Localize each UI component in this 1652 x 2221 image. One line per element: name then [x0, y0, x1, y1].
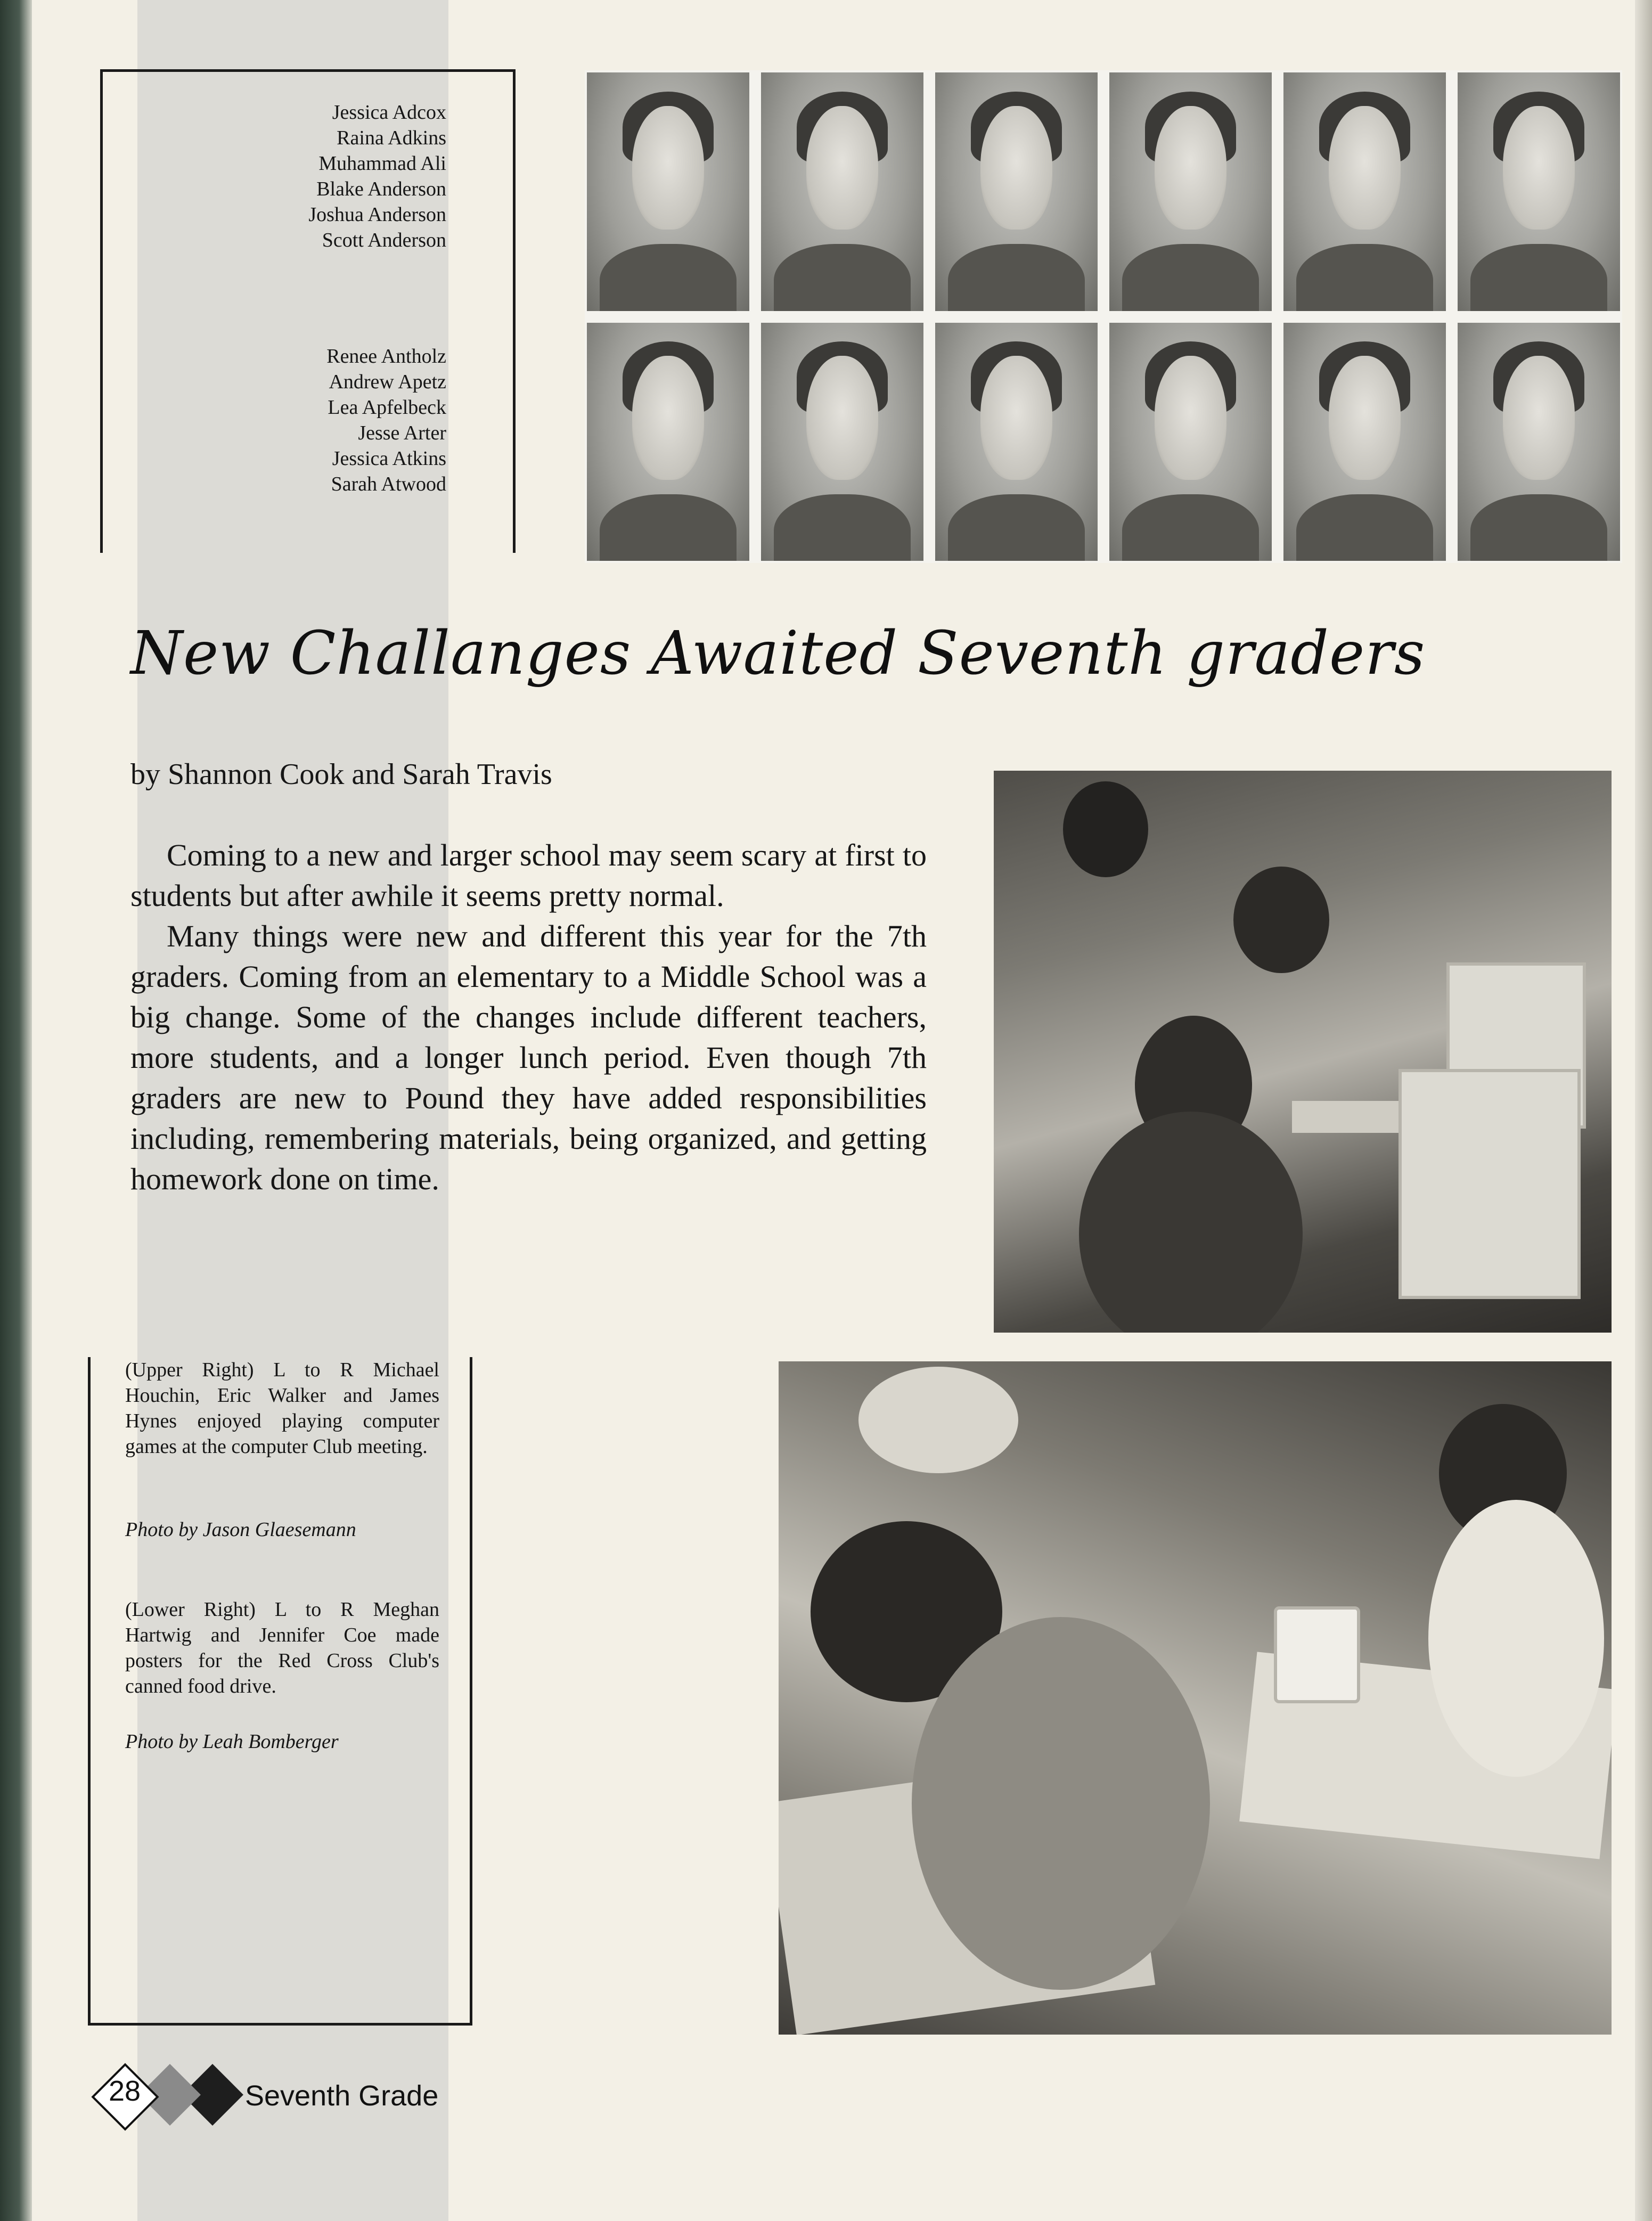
student-portrait — [1458, 323, 1620, 561]
article-body — [130, 835, 927, 1199]
lower-photo-caption: (Lower Right) L to R Meghan Hartwig and Jennifer Coe made posters for the Red Cross Club's canned food drive. — [125, 1598, 439, 1697]
names-group-bottom-row — [326, 344, 446, 497]
book-spine — [0, 0, 32, 2221]
upper-photo-credit: Photo by Jason Glaesemann — [125, 1518, 356, 1541]
student-names-box — [100, 69, 516, 553]
page-number: 28 — [108, 2075, 141, 2107]
lower-photo-credit: Photo by Leah Bomberger — [125, 1730, 339, 1753]
student-name: Jesse Arter — [358, 422, 446, 444]
student-portrait — [935, 72, 1098, 311]
student-portrait — [761, 72, 923, 311]
article-byline: by Shannon Cook and Sarah Travis — [130, 758, 552, 791]
article-paragraph: Many things were new and different this year for the 7th graders. Coming from an elementary to a Middle School was a big change. Some of the changes include different teachers, more students, and a longer lunch period. Even though 7th graders are new to Pound they have added responsibilities including, remembering materials, being organized, and getting homework done on time. — [130, 919, 927, 1196]
student-portrait — [1283, 323, 1446, 561]
student-name: Scott Anderson — [322, 229, 446, 251]
student-name: Blake Anderson — [316, 178, 446, 200]
student-portrait — [761, 323, 923, 561]
student-name: Raina Adkins — [337, 127, 446, 149]
section-title: Seventh Grade — [245, 2080, 439, 2112]
red-cross-posters-photo — [779, 1361, 1612, 2035]
student-name: Andrew Apetz — [329, 371, 446, 393]
student-portrait — [935, 323, 1098, 561]
article-paragraph: Coming to a new and larger school may seem scary at first to students but after awhile it seems pretty normal. — [130, 838, 927, 913]
student-portrait — [587, 323, 749, 561]
page-footer — [85, 2061, 458, 2128]
student-portrait — [1109, 323, 1272, 561]
student-name: Renee Antholz — [326, 345, 446, 368]
page-edge — [1635, 0, 1652, 2221]
student-name: Sarah Atwood — [331, 473, 446, 495]
upper-photo-caption: (Upper Right) L to R Michael Houchin, Eric Walker and James Hynes enjoyed playing computer games at the computer Club meeting. — [125, 1359, 439, 1458]
student-name: Muhammad Ali — [318, 152, 446, 175]
student-portrait — [587, 72, 749, 311]
student-name: Joshua Anderson — [308, 203, 446, 226]
portrait-grid — [585, 70, 1622, 563]
student-portrait — [1458, 72, 1620, 311]
student-portrait — [1283, 72, 1446, 311]
student-name: Lea Apfelbeck — [328, 396, 446, 419]
student-name: Jessica Atkins — [332, 447, 446, 470]
student-name: Jessica Adcox — [332, 101, 446, 124]
article-headline: New Challanges Awaited Seventh graders — [130, 619, 1426, 688]
computer-club-photo — [994, 771, 1612, 1333]
names-group-top-row — [308, 100, 446, 253]
photo-captions-box — [88, 1357, 472, 2026]
student-portrait — [1109, 72, 1272, 311]
